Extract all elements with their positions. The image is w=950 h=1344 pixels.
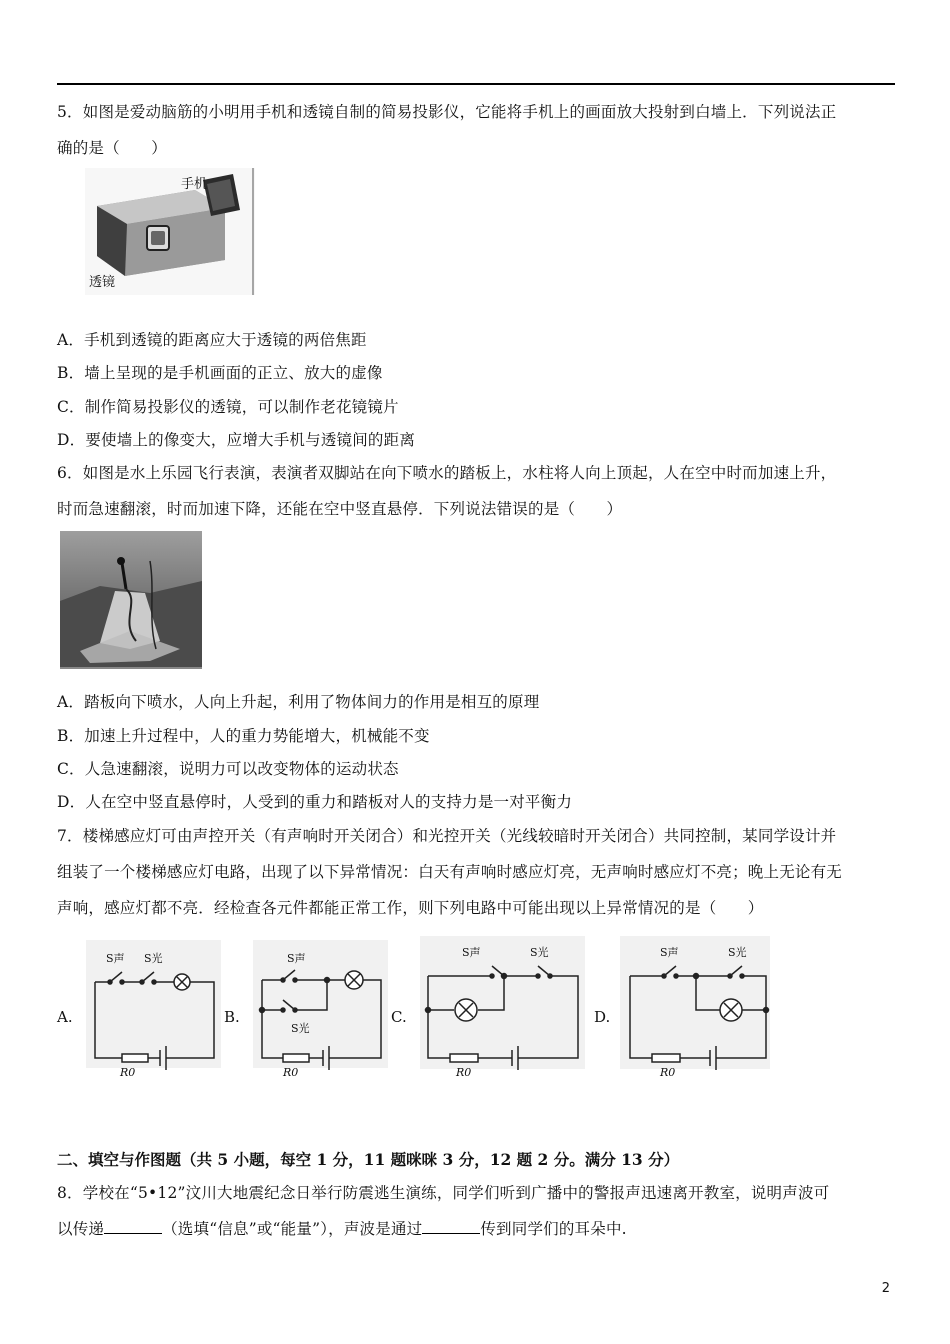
circuit-a	[86, 940, 221, 1079]
q5-stem-line2: 确的是（ ）	[57, 139, 167, 157]
header-rule	[57, 83, 895, 85]
q7-option-a-label: A.	[57, 1008, 73, 1026]
circuit-c	[420, 936, 585, 1079]
circuit-c-s-light: S光	[530, 946, 549, 959]
q6-option-c: C．人急速翻滚，说明力可以改变物体的运动状态	[57, 760, 399, 778]
circuit-d-s-sound: S声	[660, 946, 679, 959]
q5-option-b: B．墙上呈现的是手机画面的正立、放大的虚像	[57, 364, 383, 382]
q7-stem-line1: 7．楼梯感应灯可由声控开关（有声响时开关闭合）和光控开关（光线较暗时开关闭合）共同控制，某同学设计并	[57, 827, 837, 845]
q7-option-b-label: B.	[224, 1008, 240, 1026]
q5-option-d: D．要使墙上的像变大，应增大手机与透镜间的距离	[57, 431, 416, 449]
circuit-a-s-light: S光	[144, 952, 163, 965]
circuit-d-r0: R0	[660, 1066, 676, 1079]
q6-option-d: D．人在空中竖直悬停时，人受到的重力和踏板对人的支持力是一对平衡力	[57, 793, 573, 811]
q5-option-a: A．手机到透镜的距离应大于透镜的两倍焦距	[57, 331, 367, 349]
q8-line2-part3: 传到同学们的耳朵中.	[480, 1220, 627, 1238]
circuit-c-s-sound: S声	[462, 946, 481, 959]
phone-label: 手机	[181, 177, 208, 192]
circuit-b-s-sound: S声	[287, 952, 306, 965]
projector-photo	[85, 168, 255, 295]
q8-line1: 8．学校在“5•12”汶川大地震纪念日举行防震逃生演练，同学们听到广播中的警报声迅速离开教室，说明声波可	[57, 1184, 830, 1202]
q6-stem-line2: 时而急速翻滚，时而加速下降，还能在空中竖直悬停．下列说法错误的是（ ）	[57, 500, 623, 518]
q8-blank-2[interactable]	[422, 1219, 480, 1234]
circuit-b	[253, 940, 388, 1079]
q8-line2	[57, 1219, 627, 1239]
circuit-d	[620, 936, 770, 1079]
circuit-a-r0: R0	[120, 1066, 136, 1079]
circuit-c-r0: R0	[456, 1066, 472, 1079]
q6-option-a: A．踏板向下喷水，人向上升起，利用了物体间力的作用是相互的原理	[57, 693, 540, 711]
q5-option-c: C．制作简易投影仪的透镜，可以制作老花镜镜片	[57, 398, 399, 416]
q8-line2-part1: 以传递	[57, 1220, 105, 1238]
q6-option-b: B．加速上升过程中，人的重力势能增大，机械能不变	[57, 727, 430, 745]
circuit-d-s-light: S光	[728, 946, 747, 959]
q7-stem-line2: 组装了一个楼梯感应灯电路，出现了以下异常情况：白天有声响时感应灯亮，无声响时感应灯不亮；晚上无论有无	[57, 863, 843, 881]
q7-option-c-label: C.	[391, 1008, 407, 1026]
q8-blank-1[interactable]	[104, 1219, 162, 1234]
q5-stem-line1: 5．如图是爱动脑筋的小明用手机和透镜自制的简易投影仪，它能将手机上的画面放大投射到白墙上．下列说法正	[57, 103, 837, 121]
circuit-b-r0: R0	[283, 1066, 299, 1079]
lens-label: 透镜	[89, 275, 116, 290]
q6-stem-line1: 6．如图是水上乐园飞行表演，表演者双脚站在向下喷水的踏板上，水柱将人向上顶起，人在空中时而加速上升，	[57, 464, 837, 482]
circuit-b-s-light: S光	[291, 1022, 310, 1035]
q7-stem-line3: 声响，感应灯都不亮．经检查各元件都能正常工作，则下列电路中可能出现以上异常情况的是（ ）	[57, 899, 764, 917]
section-2-title: 二、填空与作图题（共 5 小题，每空 1 分，11 题咪咪 3 分，12 题 2 分。满分 13 分）	[57, 1150, 680, 1169]
circuit-a-s-sound: S声	[106, 952, 125, 965]
q8-line2-part2: （选填“信息”或“能量”），声波是通过	[162, 1220, 423, 1238]
q7-option-d-label: D.	[594, 1008, 611, 1026]
flyboard-photo	[60, 531, 202, 669]
page-number: 2	[881, 1281, 890, 1296]
